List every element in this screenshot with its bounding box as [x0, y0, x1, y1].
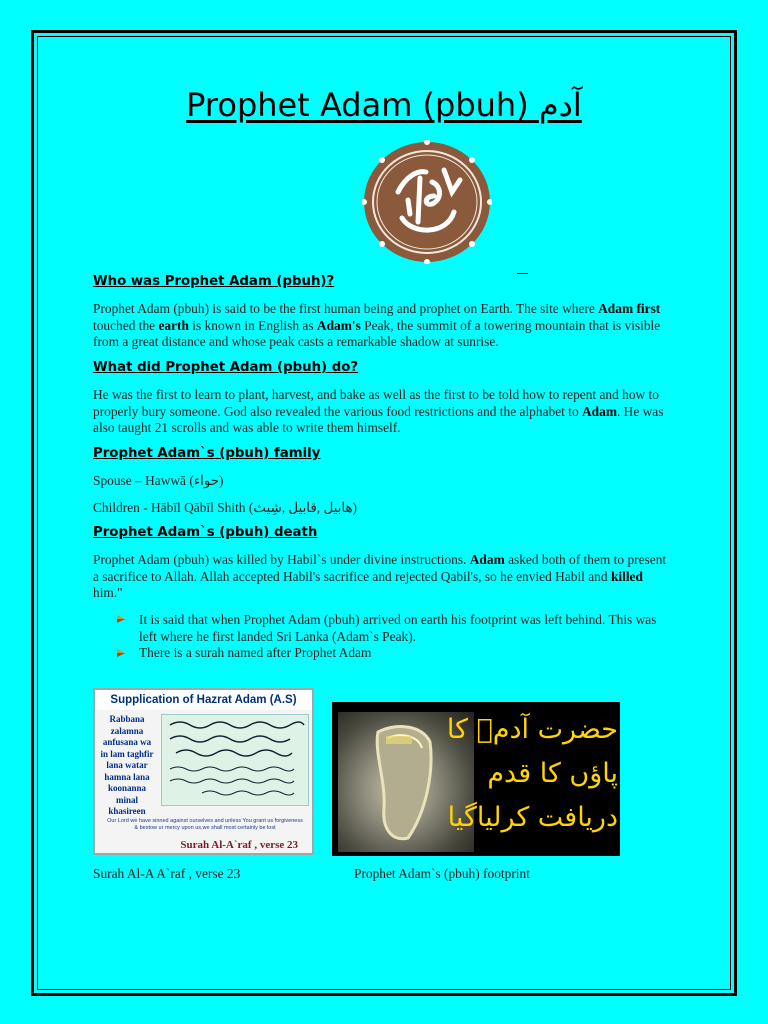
arabic-text-panel: [161, 714, 309, 806]
bullet-arrow-icon: [115, 647, 127, 659]
bullet-item: There is a surah named after Prophet Adam: [139, 645, 372, 660]
section-heading-who: Who was Prophet Adam (pbuh)?: [93, 274, 335, 289]
section-heading-family: Prophet Adam`s (pbuh) family: [93, 446, 321, 461]
english-translation: Our Lord we have sinned against ourselves and unless You grant us forgiveness & bestow ur mercy upon us,we shall most certainly be lost: [107, 818, 303, 831]
bullet-arrow-icon: [115, 613, 127, 625]
family-children: Children - Hābīl Qābīl Shith (هابيل ,قابيل ,شِيث): [93, 500, 358, 515]
section-paragraph-death: Prophet Adam (pbuh) was killed by Habil`s under divine instructions. Adam asked both of them to present a sacrifice to Allah. Allah accepted Habil's sacrifice and rejected Qabil's, so he envied Habil and killed him.": [93, 552, 667, 600]
section-heading-what: What did Prophet Adam (pbuh) do?: [93, 360, 359, 375]
bullet-item: It is said that when Prophet Adam (pbuh) arrived on earth his footprint was left behind. This was left where he first landed Sri Lanka (Adam`s Peak).: [139, 612, 657, 644]
family-spouse: Spouse – Hawwā (حواء): [93, 473, 224, 488]
page-title: Prophet Adam (pbuh) آدم: [186, 86, 582, 124]
section-paragraph-what: He was the first to learn to plant, harvest, and bake as well as the first to be told how to repent and how to properly bury someone. God also revealed the various food restrictions and the alphabet to Adam. He was also taught 21 scrolls and was able to write them himself.: [93, 387, 664, 435]
section-heading-death: Prophet Adam`s (pbuh) death: [93, 525, 318, 540]
supplication-footer: Surah Al-A`raf , verse 23: [180, 839, 298, 851]
calligraphy-seal-image: [362, 140, 492, 264]
transliteration-column: Rabbana zalamna anfusana wa in lam taghfir lana watar hamna lana koonanna minal khasireen: [100, 714, 154, 816]
urdu-caption-text: حضرت آدمؑ کا پاؤں کا قدم دریافت کرلیاگیا: [446, 714, 618, 833]
footprint-image: [332, 702, 620, 856]
caption-supplication: Surah Al-A A`raf , verse 23: [93, 866, 241, 881]
supplication-image: [93, 688, 314, 855]
stray-underline: [517, 273, 528, 274]
caption-footprint: Prophet Adam`s (pbuh) footprint: [354, 866, 530, 881]
section-paragraph-who: Prophet Adam (pbuh) is said to be the first human being and prophet on Earth. The site where Adam first touched the earth is known in English as Adam's Peak, the summit of a towering mountain that is visible from a great distance and whose peak casts a remarkable shadow at sunrise.: [93, 301, 661, 349]
supplication-header: Supplication of Hazrat Adam (A.S): [95, 690, 312, 710]
